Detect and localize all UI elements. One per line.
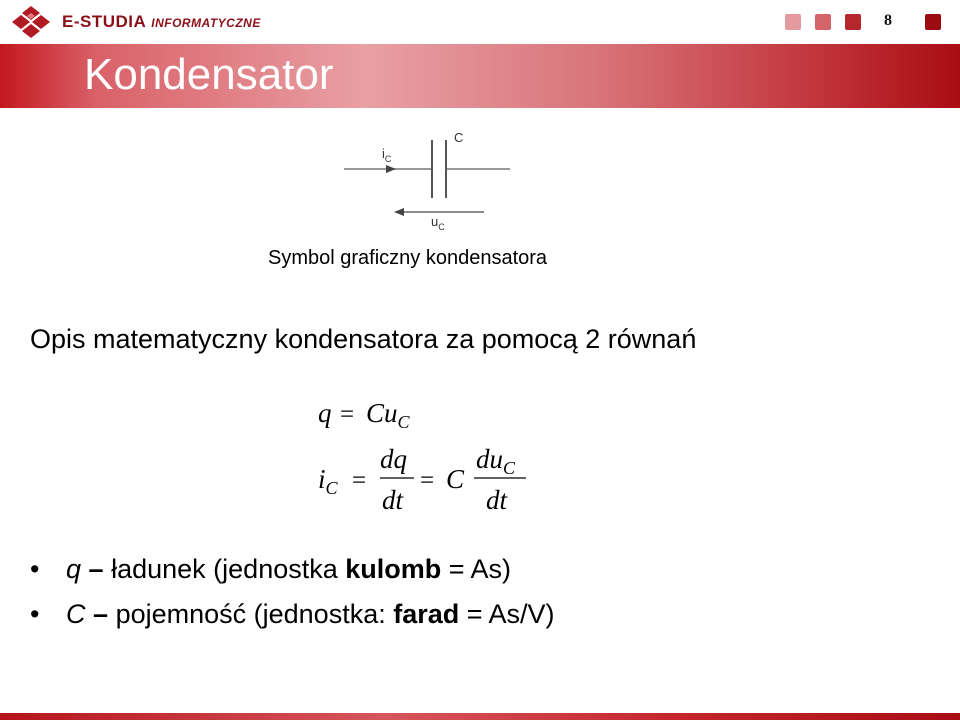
voltage-arrow-icon <box>394 208 404 216</box>
eq2-frac2-den: dt <box>486 485 508 515</box>
eq2-frac2-num-base: du <box>476 444 503 474</box>
dash: – <box>88 554 104 584</box>
capacitor-symbol-diagram <box>0 120 960 240</box>
label-voltage <box>431 214 445 232</box>
label-voltage-base: u <box>431 214 439 229</box>
eq2-coef: C <box>446 464 465 494</box>
slide-title: Kondensator <box>84 50 334 99</box>
footer-bar <box>0 713 960 720</box>
eq1-rhs-sub: C <box>397 412 410 432</box>
decor-square <box>925 14 941 30</box>
label-capacitor: C <box>454 130 464 145</box>
list-item-text <box>66 599 555 630</box>
diagram-caption: Symbol graficzny kondensatora <box>268 247 548 269</box>
eq2-equals-1: = <box>352 467 367 494</box>
text-part: = As/V) <box>459 599 555 629</box>
label-current-base: i <box>382 146 385 161</box>
eq1-rhs <box>366 398 411 432</box>
bullet-icon: • <box>30 554 40 584</box>
eq1-lhs: q <box>318 398 332 428</box>
current-arrow-icon <box>386 165 396 173</box>
header <box>0 0 960 44</box>
decor-square <box>785 14 801 30</box>
eq1-rhs-base: Cu <box>366 398 398 428</box>
symbol: C <box>66 599 86 629</box>
list-item-text <box>66 554 511 585</box>
eq2-frac2-num <box>476 444 516 478</box>
eq2-equals-2: = <box>420 467 435 494</box>
decor-square <box>845 14 861 30</box>
brand-main: E-STUDIA <box>62 12 147 31</box>
eq2-frac1-den: dt <box>382 485 404 515</box>
text-part: pojemność (jednostka: <box>115 599 394 629</box>
section-heading: Opis matematyczny kondensatora za pomocą 2 równań <box>30 324 697 354</box>
eq1-equals: = <box>340 401 355 428</box>
equations <box>0 380 960 530</box>
eq2-lhs-sub: C <box>325 478 338 498</box>
text-part: = As) <box>441 554 512 584</box>
dash: – <box>93 599 109 629</box>
brand-sub: INFORMATYCZNE <box>151 16 261 30</box>
eq2-lhs <box>318 464 339 498</box>
label-current-sub: C <box>384 154 392 164</box>
page-number: 8 <box>884 12 892 29</box>
unit-name: farad <box>393 599 460 629</box>
equation-current <box>318 444 526 515</box>
decor-squares <box>0 14 960 34</box>
equation-charge <box>318 398 411 432</box>
unit-name: kulomb <box>345 554 442 584</box>
eq2-lhs-base: i <box>318 464 326 494</box>
eq2-frac2-num-sub: C <box>503 458 516 478</box>
symbol: q <box>66 554 82 584</box>
bullet-icon: • <box>30 599 40 629</box>
eq2-frac1-num: dq <box>380 444 407 474</box>
label-voltage-sub: C <box>438 222 445 232</box>
title-bar <box>0 44 960 108</box>
text-part: ładunek (jednostka <box>111 554 346 584</box>
decor-square <box>815 14 831 30</box>
label-current <box>382 146 392 164</box>
